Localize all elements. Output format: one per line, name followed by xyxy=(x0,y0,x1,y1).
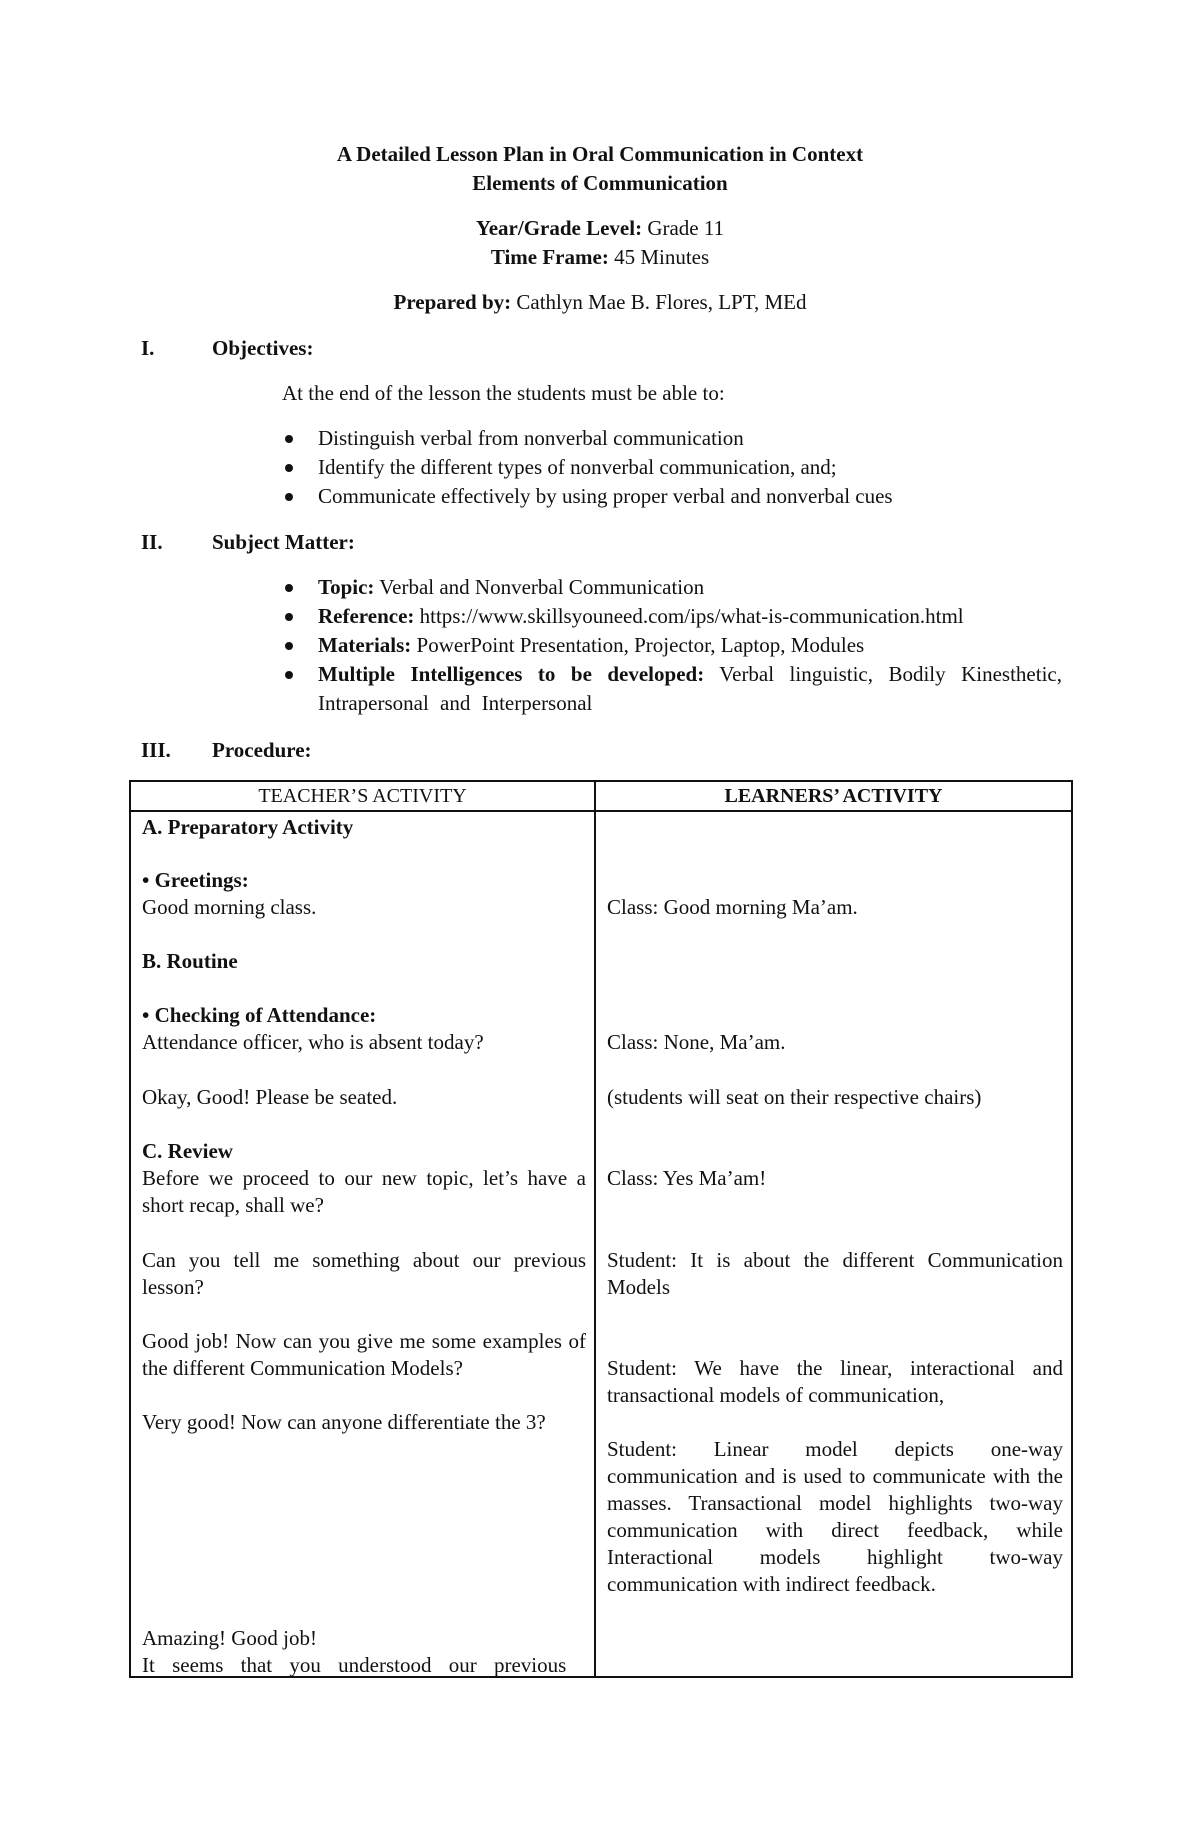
objective-item: Communicate effectively by using proper verbal and nonverbal cues xyxy=(282,482,1062,511)
greetings-class: Class: Good morning Ma’am. xyxy=(607,895,858,919)
seems-teacher: It seems that you understood our previous xyxy=(142,1653,567,1677)
models-teacher: Good job! Now can you give me some examples of the different Communication Models? xyxy=(142,1329,586,1380)
subject-item-reference: Reference: https://www.skillsyouneed.com/ips/what-is-communication.html xyxy=(282,602,1062,631)
procedure-heading: Procedure: xyxy=(212,738,312,762)
table-header-divider xyxy=(131,810,1071,812)
procedure-numeral: III. xyxy=(141,738,171,762)
review-teacher: Before we proceed to our new topic, let’s have a short recap, shall we? xyxy=(142,1166,586,1217)
time-frame-value: 45 Minutes xyxy=(614,245,710,269)
objectives-numeral: I. xyxy=(141,336,155,360)
bullet-icon xyxy=(285,584,293,592)
subject-list xyxy=(282,573,1062,718)
grade-level-value: Grade 11 xyxy=(647,216,725,240)
grade-level-label: Year/Grade Level: xyxy=(475,216,643,240)
subject-item-intelligences: Multiple Intelligences to be developed: Verbal linguistic, Bodily Kinesthetic, Intrapersonal and Interpersonal xyxy=(282,660,1062,718)
bullet-icon xyxy=(285,671,293,679)
objectives-list xyxy=(282,424,1062,511)
seated-teacher: Okay, Good! Please be seated. xyxy=(142,1085,398,1109)
preparatory-activity-heading: A. Preparatory Activity xyxy=(142,815,354,839)
subject-item-materials: Materials: PowerPoint Presentation, Projector, Laptop, Modules xyxy=(282,631,1062,660)
time-frame-label: Time Frame: xyxy=(490,245,609,269)
objectives-heading: Objectives: xyxy=(212,336,314,360)
objective-item: Distinguish verbal from nonverbal communication xyxy=(282,424,1062,453)
document-subtitle: Elements of Communication xyxy=(472,171,728,195)
review-class: Class: Yes Ma’am! xyxy=(607,1166,767,1190)
prepared-by-line xyxy=(0,290,1200,315)
prepared-by-value: Cathlyn Mae B. Flores, LPT, MEd xyxy=(516,290,807,314)
objective-item: Identify the different types of nonverbal communication, and; xyxy=(282,453,1062,482)
attendance-teacher: Attendance officer, who is absent today? xyxy=(142,1030,484,1054)
amazing-teacher: Amazing! Good job! xyxy=(142,1626,317,1650)
subject-heading: Subject Matter: xyxy=(212,530,355,554)
models-student: Student: We have the linear, interactional and transactional models of communication, xyxy=(607,1356,1063,1407)
time-frame-line xyxy=(0,245,1200,270)
table-column-divider xyxy=(594,782,596,1676)
attendance-heading: • Checking of Attendance: xyxy=(142,1003,377,1027)
differentiate-teacher: Very good! Now can anyone differentiate the 3? xyxy=(142,1410,546,1434)
greetings-teacher: Good morning class. xyxy=(142,895,317,919)
procedure-table xyxy=(129,780,1073,1678)
prepared-by-label: Prepared by: xyxy=(393,290,512,314)
bullet-icon xyxy=(285,642,293,650)
bullet-icon xyxy=(285,613,293,621)
teacher-column-header: TEACHER’S ACTIVITY xyxy=(258,785,467,807)
greetings-heading: • Greetings: xyxy=(142,868,249,892)
subject-numeral: II. xyxy=(141,530,163,554)
objectives-intro: At the end of the lesson the students must be able to: xyxy=(282,381,725,405)
bullet-icon xyxy=(285,435,293,443)
grade-level-line xyxy=(0,216,1200,241)
learners-column-header: LEARNERS’ ACTIVITY xyxy=(724,785,943,807)
subject-item-topic: Topic: Verbal and Nonverbal Communication xyxy=(282,573,1062,602)
bullet-icon xyxy=(285,464,293,472)
document-title: A Detailed Lesson Plan in Oral Communication in Context xyxy=(336,142,864,166)
reference-url: https://www.skillsyouneed.com/ips/what-is-communication.html xyxy=(419,604,964,628)
previous-lesson-student: Student: It is about the different Communication Models xyxy=(607,1248,1063,1299)
differentiate-student: Student: Linear model depicts one-way communication and is used to communicate with the masses. Transactional model highlights two-way communication with direct feedback, while Interactional models highlight two-way communication with indirect feedback. xyxy=(607,1437,1063,1596)
attendance-class: Class: None, Ma’am. xyxy=(607,1030,786,1054)
bullet-icon xyxy=(285,493,293,501)
review-heading: C. Review xyxy=(142,1139,233,1163)
seated-class: (students will seat on their respective chairs) xyxy=(607,1085,982,1109)
previous-lesson-teacher: Can you tell me something about our previous lesson? xyxy=(142,1248,586,1299)
routine-heading: B. Routine xyxy=(142,949,238,973)
